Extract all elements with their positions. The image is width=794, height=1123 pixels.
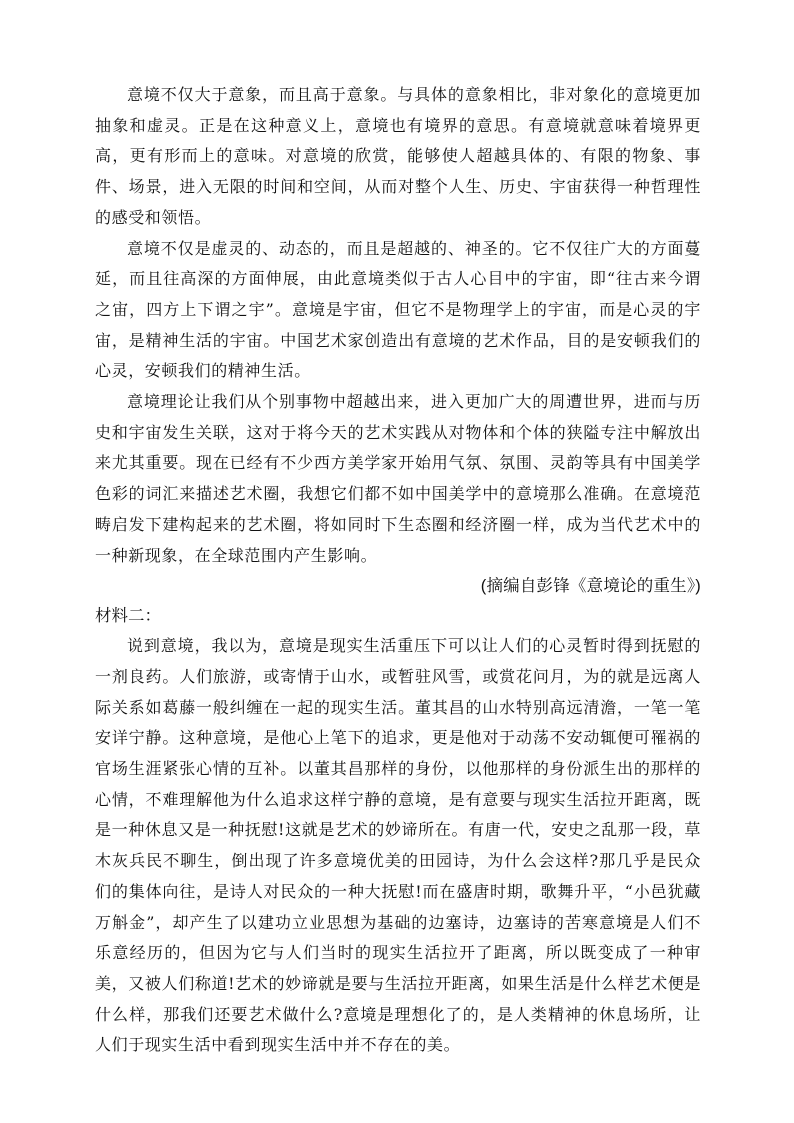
section-heading: 材料二： <box>95 607 161 626</box>
body-paragraph: 意境不仅大于意象，而且高于意象。与具体的意象相比，非对象化的意境更加抽象和虚灵。正是在这种意义上，意境也有境界的意思。有意境就意味着境界更高，更有形而上的意味。对意境的欣赏，能够使人超越具体的、有限的物象、事件、场景，进入无限的时间和空间，从而对整个人生、历史、宇宙获得一种哲理性的感受和领悟。 <box>95 85 701 227</box>
body-paragraph: 说到意境，我以为，意境是现实生活重压下可以让人们的心灵暂时得到抚慰的一剂良药。人们旅游，或寄情于山水，或暂驻风雪，或赏花问月，为的就是远离人际关系如葛藤一般纠缠在一起的现实生活。董其昌的山水特别高远清澹，一笔一笔安详宁静。这种意境，是他心上笔下的追求，更是他对于动荡不安动辄便可罹祸的官场生涯紧张心情的互补。以董其昌那样的身份，以他那样的身份派生出的那样的心情，不难理解他为什么追求这样宁静的意境，是有意要与现实生活拉开距离，既是一种休息又是一种抚慰!这就是艺术的妙谛所在。有唐一代，安史之乱那一段，草木灰兵民不聊生，倒出现了许多意境优美的田园诗，为什么会这样?那几乎是民众们的集体向往，是诗人对民众的一种大抚慰!而在盛唐时期，歌舞升平，“小邑犹藏万斛金”，却产生了以建功立业思想为基础的边塞诗，边塞诗的苦寒意境是人们不乐意经历的，但因为它与人们当时的现实生活拉开了距离，所以既变成了一种审美，又被人们称道!艺术的妙谛就是要与生活拉开距离，如果生活是什么样艺术便是什么样，那我们还要艺术做什么?意境是理想化了的，是人类精神的休息场所，让人们于现实生活中看到现实生活中并不存在的美。 <box>95 636 701 1055</box>
document-page <box>95 80 701 1061</box>
source-citation: (摘编自彭锋《意境论的重生》) <box>480 577 701 596</box>
body-paragraph: 意境不仅是虚灵的、动态的，而且是超越的、神圣的。它不仅往广大的方面蔓延，而且往高深的方面伸展，由此意境类似于古人心目中的宇宙，即“往古来今谓之宙，四方上下谓之宇”。意境是宇宙，但它不是物理学上的宇宙，而是心灵的宇宙，是精神生活的宇宙。中国艺术家创造出有意境的艺术作品，目的是安顿我们的心灵，安顿我们的精神生活。 <box>95 238 701 381</box>
body-paragraph: 意境理论让我们从个别事物中超越出来，进入更加广大的周遭世界，进而与历史和宇宙发生关联，这对于将今天的艺术实践从对物体和个体的狭隘专注中解放出来尤其重要。现在已经有不少西方美学家开始用气氛、氛围、灵韵等具有中国美学色彩的词汇来描述艺术圈，我想它们都不如中国美学中的意境那么准确。在意境范畴启发下建构起来的艺术圈，将如同时下生态圈和经济圈一样，成为当代艺术中的一种新现象，在全球范围内产生影响。 <box>95 392 701 565</box>
